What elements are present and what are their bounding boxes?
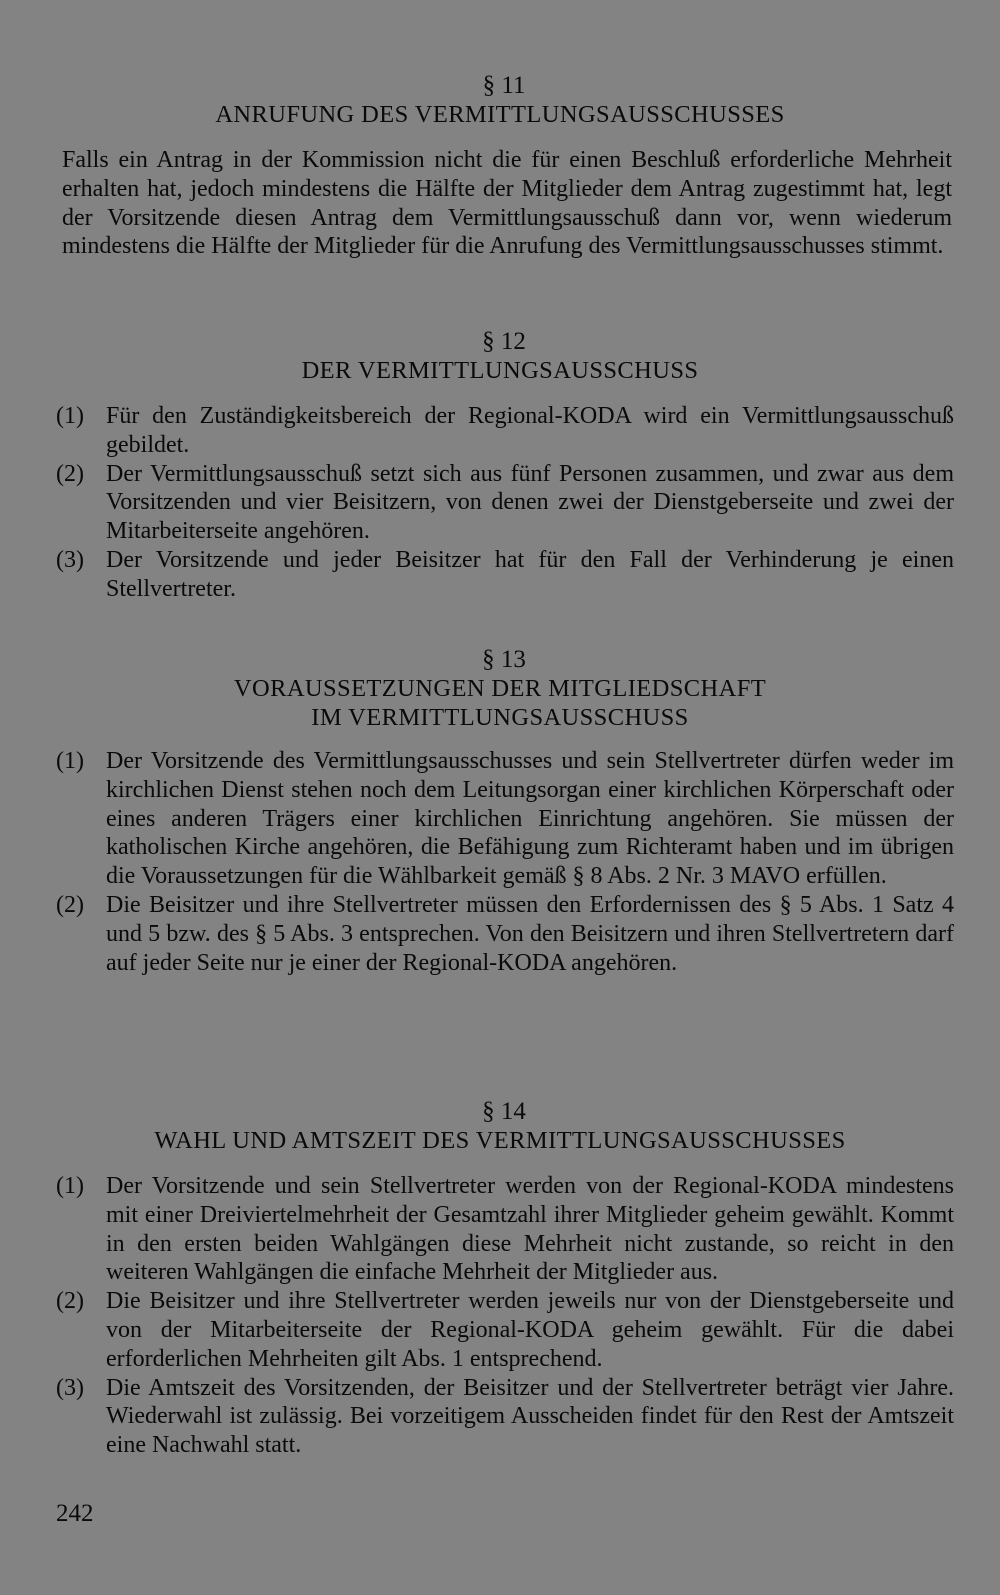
section-11 (0, 72, 1000, 129)
item-text: Der Vorsitzende des Vermittlungsausschusses und sein Stellvertreter dürfen weder im kirchlichen Dienst stehen noch dem Leitungsorgan einer kirchlichen Körperschaft oder eines anderen Trägers einer kirchlichen Einrichtung angehören. Sie müssen der katholischen Kirche angehören, die Befähigung zum Richteramt haben und im übrigen die Voraussetzungen für die Wählbarkeit gemäß § 8 Abs. 2 Nr. 3 MAVO erfüllen. (106, 748, 954, 890)
section-14 (0, 1098, 1000, 1155)
item-number: (3) (56, 546, 84, 573)
list-item (56, 891, 954, 977)
item-text: Der Vorsitzende und jeder Beisitzer hat für den Fall der Verhinderung je einen Stellvertreter. (106, 546, 954, 602)
item-text: Die Amtszeit des Vorsitzenden, der Beisitzer und der Stellvertreter beträgt vier Jahre. Wiederwahl ist zulässig. Bei vorzeitigem Ausscheiden findet für den Rest der Amtszeit eine Nachwahl statt. (106, 1374, 954, 1459)
item-number: (3) (56, 1374, 84, 1401)
item-text: Die Beisitzer und ihre Stellvertreter werden jeweils nur von der Dienstgeberseite und von der Mitarbeiterseite der Regional-KODA geheim gewählt. Für die dabei erforderlichen Mehrheiten gilt Abs. 1 entsprechend. (106, 1288, 954, 1372)
item-number: (2) (56, 891, 84, 918)
section-number: § 14 (482, 1098, 526, 1125)
section-heading: DER VERMITTLUNGSAUSSCHUSS (301, 357, 699, 384)
list-item (56, 402, 954, 460)
section-number: § 12 (482, 328, 526, 355)
section-number: § 13 (482, 646, 526, 673)
item-number: (1) (56, 403, 84, 429)
section-heading: WAHL UND AMTSZEIT DES VERMITTLUNGSAUSSCHUSSES (154, 1127, 846, 1154)
section-heading: ANRUFUNG DES VERMITTLUNGSAUSSCHUSSES (215, 101, 785, 128)
list-item (56, 460, 954, 546)
item-text: Der Vermittlungsausschuß setzt sich aus fünf Personen zusammen, und zwar aus dem Vorsitzenden und vier Beisitzern, von denen zwei der Dienstgeberseite und zwei der Mitarbeiterseite angehören. (106, 460, 954, 545)
section-number: § 11 (482, 72, 526, 99)
list-item (56, 747, 954, 891)
list-item (56, 1374, 954, 1460)
section-11-paragraph: Falls ein Antrag in der Kommission nicht die für einen Beschluß erforderliche Mehrheit erhalten hat, jedoch mindestens die Hälfte der Mitglieder dem Antrag zugestimmt hat, legt der Vorsitzende diesen Antrag dem Vermittlungsausschuß dann vor, wenn wiederum mindestens die Hälfte der Mitglieder für die Anrufung des Vermittlungsausschusses stimmt. (62, 147, 952, 260)
item-text: Die Beisitzer und ihre Stellvertreter müssen den Erfordernissen des § 5 Abs. 1 Satz 4 und 5 bzw. des § 5 Abs. 3 entsprechen. Von den Beisitzern und ihren Stellvertretern darf auf jeder Seite nur je einer der Regional-KODA angehören. (106, 891, 954, 976)
section-heading-line-2: IM VERMITTLUNGSAUSSCHUSS (311, 704, 689, 731)
item-text: Für den Zuständigkeitsbereich der Regional-KODA wird ein Vermittlungsausschuß gebildet. (106, 403, 954, 458)
item-number: (2) (56, 1288, 84, 1315)
section-heading: VORAUSSETZUNGEN DER MITGLIEDSCHAFT (233, 675, 767, 702)
list-item (56, 1172, 954, 1287)
section-13 (0, 646, 1000, 732)
list-item (56, 1287, 954, 1373)
item-number: (1) (56, 748, 84, 774)
item-text: Der Vorsitzende und sein Stellvertreter werden von der Regional-KODA mindestens mit einer Dreiviertelmehrheit der Gesamtzahl ihrer Mitglieder geheim gewählt. Kommt in den ersten beiden Wahlgängen diese Mehrheit nicht zustande, so reicht in den weiteren Wahlgängen die einfache Mehrheit der Mitglieder aus. (106, 1173, 954, 1286)
section-13-list (56, 747, 954, 977)
section-12 (0, 328, 1000, 385)
item-number: (2) (56, 460, 84, 487)
section-12-list (56, 402, 954, 604)
page-number: 242 (56, 1500, 94, 1527)
list-item (56, 546, 954, 604)
section-14-list (56, 1172, 954, 1460)
item-number: (1) (56, 1173, 84, 1199)
